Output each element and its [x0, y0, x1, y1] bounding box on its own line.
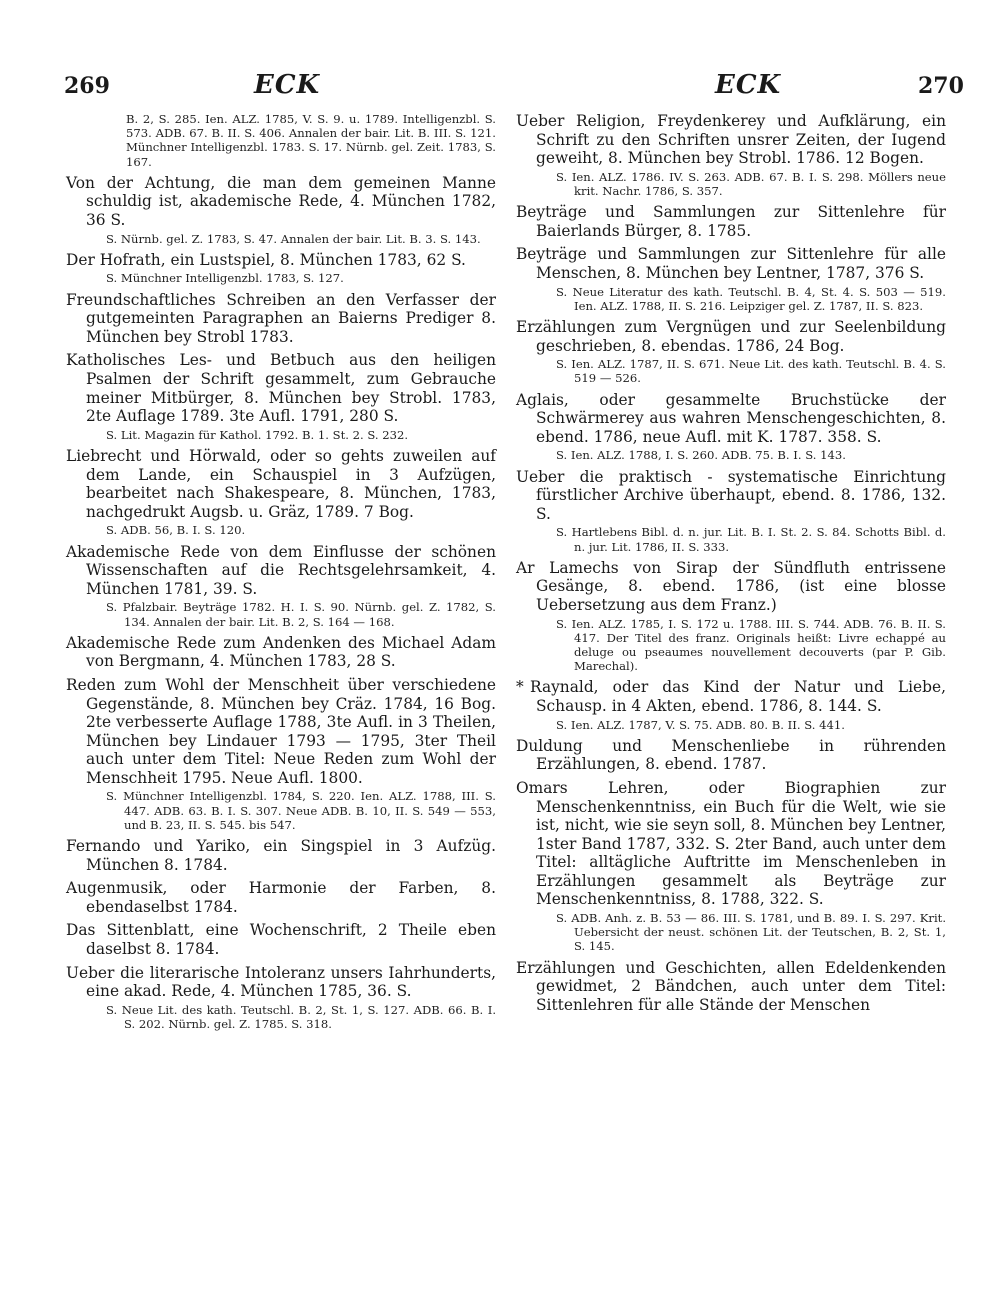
- bibliography-entry: [66, 964, 496, 1032]
- entry-reference: B. 2, S. 285. Ien. ALZ. 1785, V. S. 9. u. 1789. Intelligenzbl. S. 573. ADB. 67. B. II. S. 406. Annalen der bair. Lit. B. III. S. 121. Münchner Intelligenzbl. 1783. S. 17. Nürnb. gel. Zeit. 1783, S. 167.: [126, 112, 496, 169]
- entry-title: [66, 543, 496, 599]
- entry-title-text: Aglais, oder gesammelte Bruchstücke der Schwärmerey aus wahren Menschengeschichten, 8. ebend. 1786, neue Aufl. mit K. 1787. 358. S.: [516, 390, 946, 446]
- right-page-number: 270: [918, 73, 964, 99]
- entry-title-text: Erzählungen und Geschichten, allen Edeldenkenden gewidmet, 2 Bändchen, auch unter dem Titel: Sittenlehren für alle Stände der Menschen: [516, 958, 946, 1014]
- entry-reference: S. Neue Literatur des kath. Teutschl. B. 4, St. 4. S. 503 — 519. Ien. ALZ. 1788, II. S. 216. Leipziger gel. Z. 1787, II. S. 823.: [556, 284, 946, 313]
- right-column: [516, 112, 946, 1019]
- entry-title: [516, 318, 946, 355]
- entry-title-text: Reden zum Wohl der Menschheit über verschiedene Gegenstände, 8. München bey Cräz. 1784, 16 Bog. 2te verbesserte Auflage 1788, 3te Aufl. in 3 Theilen, München bey Lindauer 1793 — 1795, 3ter Theil auch unter dem Titel: Neue Reden zum Wohl der Menschheit 1795. Neue Aufl. 1800.: [66, 675, 496, 787]
- entry-title: [66, 634, 496, 671]
- asterisk-mark: *: [516, 678, 524, 697]
- entry-title: [516, 678, 946, 715]
- entry-reference: S. Nürnb. gel. Z. 1783, S. 47. Annalen der bair. Lit. B. 3. S. 143.: [106, 231, 481, 246]
- entry-title: [66, 174, 496, 230]
- entry-title: [66, 879, 496, 916]
- entry-title-text: Freundschaftliches Schreiben an den Verfasser der gutgemeinten Paragraphen an Baierns Prediger 8. München bey Strobl 1783.: [66, 290, 496, 346]
- entry-reference: S. Pfalzbair. Beyträge 1782. H. I. S. 90. Nürnb. gel. Z. 1782, S. 134. Annalen der bair. Lit. B. 2, S. 164 — 168.: [106, 600, 496, 629]
- bibliography-entry: [66, 543, 496, 629]
- entry-title-text: Ueber die praktisch - systematische Einrichtung fürstlicher Archive überhaupt, ebend. 8. 1786, 132. S.: [516, 467, 946, 523]
- entry-reference: S. Münchner Intelligenzbl. 1784, S. 220. Ien. ALZ. 1788, III. S. 447. ADB. 63. B. I. S. 307. Neue ADB. B. 10, II. S. 549 — 553, und B. 23, II. S. 545. bis 547.: [106, 789, 496, 832]
- entry-title-text: Ar Lamechs von Sirap der Sündfluth entrissene Gesänge, 8. ebend. 1786, (ist eine blosse Uebersetzung aus dem Franz.): [516, 558, 946, 614]
- entry-reference: S. Ien. ALZ. 1788, I. S. 260. ADB. 75. B. I. S. 143.: [556, 448, 846, 463]
- bibliography-entry: [516, 468, 946, 554]
- bibliography-entry: [66, 676, 496, 832]
- entry-reference: S. Münchner Intelligenzbl. 1783, S. 127.: [106, 271, 344, 286]
- entry-title: [516, 959, 946, 1015]
- bibliography-entry: [66, 879, 496, 916]
- entry-title-text: Omars Lehren, oder Biographien zur Menschenkenntniss, ein Buch für die Welt, wie sie ist, nicht, wie sie seyn soll, 8. München bey Lentner, 1ster Band 1787, 332. S. 2ter Band, auch unter dem Titel: alltägliche Auftritte im Menschenleben in Erzählungen gesammelt als Beyträge zur Menschenkenntniss, 8. 1788, 322. S.: [516, 778, 946, 909]
- entry-title-text: Katholisches Les- und Betbuch aus den heiligen Psalmen der Schrift gesammelt, zum Gebrauche meiner Mitbürger, 8. München bey Strobl. 1783, 2te Auflage 1789. 3te Aufl. 1791, 280 S.: [66, 351, 496, 426]
- entry-reference: S. Ien. ALZ. 1786. IV. S. 263. ADB. 67. B. I. S. 298. Möllers neue krit. Nachr. 1786, S. 357.: [556, 169, 946, 198]
- bibliography-entry: [66, 251, 496, 286]
- entry-title-text: Beyträge und Sammlungen zur Sittenlehre für alle Menschen, 8. München bey Lentner, 1787, 376 S.: [516, 245, 946, 282]
- right-running-head: ECK: [715, 70, 782, 100]
- entry-title: [66, 676, 496, 788]
- bibliography-entry: [516, 203, 946, 240]
- entry-title-text: Duldung und Menschenliebe in rührenden Erzählungen, 8. ebend. 1787.: [516, 736, 946, 774]
- entry-title-text: Der Hofrath, ein Lustspiel, 8. München 1783, 62 S.: [66, 250, 466, 269]
- entry-title: [516, 245, 946, 282]
- bibliography-entry: [66, 291, 496, 347]
- entry-title-text: Ueber die literarische Intoleranz unsers Iahrhunderts, eine akad. Rede, 4. München 1785, 36. S.: [66, 963, 496, 1001]
- entry-title: [66, 837, 496, 874]
- entry-title: [516, 112, 946, 168]
- entry-reference: S. Ien. ALZ. 1787, II. S. 671. Neue Lit. des kath. Teutschl. B. 4. S. 519 — 526.: [556, 357, 946, 386]
- bibliography-entry: [66, 174, 496, 246]
- entry-title-text: Augenmusik, oder Harmonie der Farben, 8. ebendaselbst 1784.: [66, 879, 496, 916]
- entry-reference: S. Ien. ALZ. 1785, I. S. 172 u. 1788. III. S. 744. ADB. 76. B. II. S. 417. Der Titel des franz. Originals heißt: Livre echappé au deluge ou pseaumes nouvellement decouverts (par P. Gib. Marechal).: [556, 616, 946, 674]
- entry-title: [66, 251, 496, 270]
- bibliography-entry: [516, 559, 946, 674]
- entry-title-text: Akademische Rede zum Andenken des Michael Adam von Bergmann, 4. München 1783, 28 S.: [66, 633, 496, 671]
- entry-title: [516, 468, 946, 524]
- entry-title: [66, 447, 496, 521]
- entry-title-text: Erzählungen zum Vergnügen und zur Seelenbildung geschrieben, 8. ebendas. 1786, 24 Bog.: [516, 317, 946, 355]
- entry-title: [66, 291, 496, 347]
- entry-reference: S. ADB. Anh. z. B. 53 — 86. III. S. 1781, und B. 89. I. S. 297. Krit. Uebersicht der neust. schönen Lit. der Teutschen, B. 2, St. 1, S. 145.: [556, 911, 946, 954]
- entry-title-text: Raynald, oder das Kind der Natur und Liebe, Schausp. in 4 Akten, ebend. 1786, 8. 144. S.: [530, 678, 946, 715]
- bibliography-entry: [66, 634, 496, 671]
- bibliography-entry: [66, 921, 496, 958]
- bibliography-entry: [66, 112, 496, 169]
- entry-reference: S. Ien. ALZ. 1787, V. S. 75. ADB. 80. B. II. S. 441.: [556, 717, 845, 732]
- bibliography-entry: [516, 959, 946, 1015]
- bibliography-entry: [66, 447, 496, 538]
- entry-reference: S. ADB. 56, B. I. S. 120.: [106, 523, 246, 538]
- entry-reference: S. Hartlebens Bibl. d. n. jur. Lit. B. I. St. 2. S. 84. Schotts Bibl. d. n. jur. Lit. 1786, II. S. 333.: [556, 525, 946, 554]
- entry-reference: S. Lit. Magazin für Kathol. 1792. B. 1. St. 2. S. 232.: [106, 427, 409, 442]
- entry-title-text: Von der Achtung, die man dem gemeinen Manne schuldig ist, akademische Rede, 4. München 1782, 36 S.: [66, 173, 496, 229]
- bibliography-entry: [516, 737, 946, 774]
- bibliography-entry: [66, 351, 496, 442]
- bibliography-entry: [66, 837, 496, 874]
- entry-title-text: Fernando und Yariko, ein Singspiel in 3 Aufzüg. München 8. 1784.: [66, 837, 496, 874]
- entry-reference: S. Neue Lit. des kath. Teutschl. B. 2, St. 1, S. 127. ADB. 66. B. I. S. 202. Nürnb. gel. Z. 1785. S. 318.: [106, 1002, 496, 1032]
- entry-title-text: Akademische Rede von dem Einflusse der schönen Wissenschaften auf die Rechtsgelehrsamkeit, 4. München 1781, 39. S.: [66, 542, 496, 598]
- entry-title: [66, 351, 496, 425]
- bibliography-entry: [516, 779, 946, 954]
- entry-title: [516, 737, 946, 774]
- bibliography-entry: [516, 391, 946, 463]
- left-page-number: 269: [64, 73, 110, 99]
- bibliography-entry: [516, 678, 946, 731]
- entry-title-text: Beyträge und Sammlungen zur Sittenlehre für Baierlands Bürger, 8. 1785.: [516, 203, 946, 240]
- entry-title-text: Liebrecht und Hörwald, oder so gehts zuweilen auf dem Lande, ein Schauspiel in 3 Aufzügen, bearbeitet nach Shakespeare, 8. München, 1783, nachgedrukt Augsb. u. Gräz, 1789. 7 Bog.: [66, 446, 496, 521]
- bibliography-entry: [516, 318, 946, 386]
- entry-title: [516, 559, 946, 615]
- entry-title: [66, 921, 496, 958]
- entry-title: [516, 779, 946, 909]
- entry-title: [66, 964, 496, 1001]
- bibliography-entry: [516, 245, 946, 313]
- entry-title-text: Das Sittenblatt, eine Wochenschrift, 2 Theile eben daselbst 8. 1784.: [66, 921, 496, 959]
- bibliography-entry: [516, 112, 946, 198]
- left-column: [66, 112, 496, 1036]
- left-running-head: ECK: [254, 70, 321, 100]
- entry-title-text: Ueber Religion, Freydenkerey und Aufklärung, ein Schrift zu den Schriften unsrer Zeiten, der Iugend geweiht, 8. München bey Strobl. 1786. 12 Bogen.: [516, 112, 946, 168]
- entry-title: [516, 203, 946, 240]
- entry-title: [516, 391, 946, 447]
